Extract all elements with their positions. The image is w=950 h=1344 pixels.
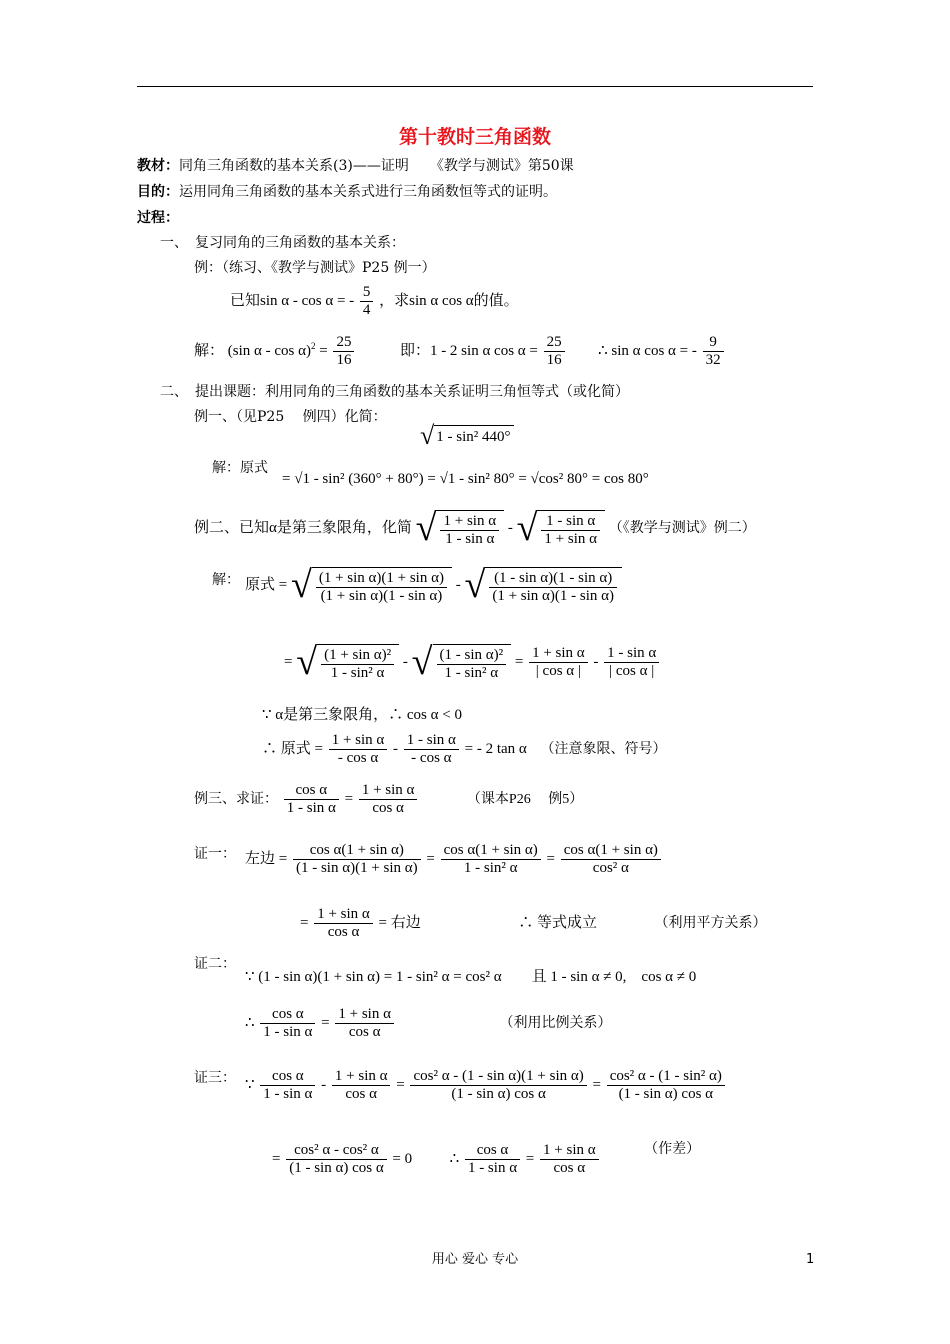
proof1-line2: = $\frac{\text{1 + sin α}}{\text{cos α}}$ = 右边 ∴ 等式成立 （利用平方关系） <box>300 906 767 941</box>
example2-step2: = √ $\frac{\text{(1 + sin α)²}}{\text{1 - sin² α}}$ - √ $\frac{\text{(1 - sin α)²}}{\text{1 - sin² α}}$ = $\frac{\text{1 + sin α}}{\text{| cos α |}}$ - $\frac{\text{1 - sin α}}{\text{| cos α |}}$ <box>284 640 661 686</box>
proof3-label: 证三： <box>194 1070 236 1086</box>
example2-solution-label: 解： <box>212 572 240 588</box>
section2-heading: 二、 提出课题：利用同角的三角函数的基本关系证明三角恒等式（或化简） <box>160 384 629 400</box>
proof2-label: 证二： <box>194 956 236 972</box>
example1-solution-label: 解：原式 <box>212 460 268 476</box>
example1-expr: √ 1 - sin² 440° <box>420 420 514 451</box>
fraction-25-16-b: $\frac{25}{16}$ <box>544 334 565 370</box>
page-title: 第十教时三角函数 <box>398 126 551 148</box>
footer-text: 用心 爱心 专心 <box>431 1252 519 1267</box>
goal-text: 运用同角三角函数的基本关系式进行三角函数恒等式的证明。 <box>179 184 557 200</box>
fraction-5-4: $\frac{5}{4}$ <box>360 284 374 320</box>
section1-example: 例：（练习、《教学与测试》P25 例一） <box>194 260 436 276</box>
proof3-line2: = $\frac{\text{cos² α - cos² α}}{\text{(1 - sin α) cos α}}$ = 0 ∴ $\frac{\text{cos α}}{\text{1 - sin α}}$ = $\frac{\text{1 + sin α}}{\text{cos α}}$ （作差） <box>272 1142 701 1177</box>
header-rule <box>137 86 813 87</box>
goal-label: 目的： <box>137 184 179 200</box>
section1-heading: 一、 复习同角的三角函数的基本关系： <box>160 235 405 251</box>
page-number: 1 <box>806 1252 815 1267</box>
given-pre: 已知sin α - cos α = - <box>230 293 355 310</box>
example2-because: ∵ α是第三象限角，∴ cos α < 0 <box>262 707 462 723</box>
fraction-25-16-a: $\frac{25}{16}$ <box>333 334 354 370</box>
proof2-line2: ∴ $\frac{\text{cos α}}{\text{1 - sin α}}$ = $\frac{\text{1 + sin α}}{\text{cos α}}$ （利用比例关系） <box>245 1006 612 1041</box>
process-label: 过程： <box>137 210 179 226</box>
proof1-label: 证一： <box>194 846 236 862</box>
goal-line <box>137 184 557 201</box>
sol-label: 解： <box>194 343 225 360</box>
proof3-line1: ∵ $\frac{\text{cos α}}{\text{1 - sin α}}$ - $\frac{\text{1 + sin α}}{\text{cos α}}$ = $\frac{\text{cos² α - (1 - sin α)(1 + sin α)}}{\text{(1 - sin α) cos α}}$ = $\frac{\text{cos² α - (1 - sin² α)}}{\text{(1 - sin α) cos α}}$ <box>245 1068 727 1104</box>
example1-label: 例一、（见P25 例四）化简： <box>194 409 387 425</box>
example2-answer: ∴ 原式 = $\frac{\text{1 + sin α}}{\text{- cos α}}$ - $\frac{\text{1 - sin α}}{\text{- cos α}}$ = - 2 tan α （注意象限、符号） <box>262 732 667 767</box>
example2-step1: 原式 = √ $\frac{\text{(1 + sin α)(1 + sin α)}}{\text{(1 + sin α)(1 - sin α)}}$ - √ $\frac{\text{(1 - sin α)(1 - sin α)}}{\text{(1 + sin α)(1 - sin α)}}$ <box>245 563 622 609</box>
material-label: 教材： <box>137 158 179 174</box>
material-line <box>137 158 574 175</box>
example2-line: 例二、已知α是第三象限角，化简 √ $\frac{\text{1 + sin α}}{\text{1 - sin α}}$ - √ $\frac{\text{1 - sin α}}{\text{1 + sin α}}$ （《教学与测试》例二） <box>194 507 756 549</box>
solution1-line: 解： (sin α - cos α)$^2$ = $\frac{25}{16}$ 即：1 - 2 sin α cos α = $\frac{25}{16}$ ∴ sin α cos α = - $\frac{9}{32}$ <box>194 334 726 370</box>
material-text: 同角三角函数的基本关系(3)——证明 《教学与测试》第50课 <box>179 158 574 174</box>
proof2-line1: ∵ (1 - sin α)(1 + sin α) = 1 - sin² α = cos² α 且 1 - sin α ≠ 0, cos α ≠ 0 <box>245 969 697 985</box>
proof1-line1: 左边 = $\frac{\text{cos α(1 + sin α)}}{\text{(1 - sin α)(1 + sin α)}}$ = $\frac{\text{cos α(1 + sin α)}}{\text{1 - sin² α}}$ = $\frac{\text{cos α(1 + sin α)}}{\text{cos² α}}$ <box>245 842 663 878</box>
example1-solution-chain: = √1 - sin² (360° + 80°) = √1 - sin² 80° = √cos² 80° = cos 80° <box>282 471 649 487</box>
given-line <box>230 284 519 320</box>
given-post: ，求sin α cos α的值。 <box>379 293 519 310</box>
fraction-9-32: $\frac{9}{32}$ <box>703 334 724 370</box>
example3-line: 例三、求证： $\frac{\text{cos α}}{\text{1 - sin α}}$ = $\frac{\text{1 + sin α}}{\text{cos α}}$ （课本P26 例5） <box>194 782 584 817</box>
